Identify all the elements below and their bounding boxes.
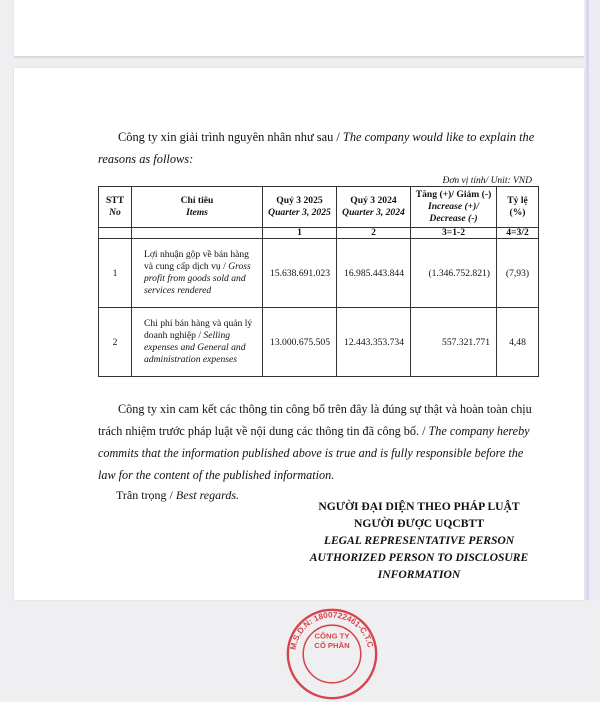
header-q2024-en: Quarter 3, 2024: [342, 207, 405, 218]
rep-line5: INFORMATION: [377, 568, 461, 581]
previous-page: [14, 0, 584, 57]
row-ratio: 4,48: [497, 308, 539, 377]
colnum-cell: [132, 228, 263, 239]
row-change: (1.346.752.821): [411, 239, 497, 308]
table-header-row: [99, 187, 539, 228]
rep-line2: NGƯỜI ĐƯỢC UQCBTT: [354, 517, 484, 530]
header-change-en: Increase (+)/ Decrease (-): [427, 201, 480, 224]
column-number-row: [99, 228, 539, 239]
header-stt-en: No: [109, 207, 121, 218]
seal-inner-text-1: CÔNG TY: [314, 631, 350, 641]
scroll-edge-line: [586, 0, 589, 600]
row-q2025: 13.000.675.505: [263, 308, 337, 377]
commitment-vi: Công ty xin cam kết các thông tin công bố trên đây là đúng sự thật và hoàn toàn chịu trách nhiệm trước pháp luật về nội dung các thông tin đã công bố. /: [98, 402, 532, 438]
intro-vi: Công ty xin giải trình nguyên nhân như sau /: [118, 130, 343, 144]
header-change: [411, 187, 497, 228]
colnum-cell: [99, 228, 132, 239]
unit-label: Đơn vị tính/ Unit: VND: [442, 176, 532, 186]
row-q2025: 15.638.691.023: [263, 239, 337, 308]
colnum-cell: 3=1-2: [411, 228, 497, 239]
seal-ring-text: M.S.D.N: 1800722461-C.T.C: [288, 610, 375, 651]
company-seal: [284, 606, 380, 702]
row-q2024: 12.443.353.734: [337, 308, 411, 377]
colnum-cell: 4=3/2: [497, 228, 539, 239]
header-item-vi: Chỉ tiêu: [180, 195, 214, 206]
seal-inner-text-2: CỔ PHẦN: [314, 641, 350, 651]
row-item-en: Selling expenses and General and administration expenses: [144, 330, 246, 365]
regards-en: Best regards.: [175, 488, 240, 502]
header-q2025: [263, 187, 337, 228]
comparison-table: [98, 186, 539, 377]
table-row: [99, 239, 539, 308]
rep-line3: LEGAL REPRESENTATIVE PERSON: [323, 534, 515, 547]
header-item: [132, 187, 263, 228]
row-change: 557.321.771: [411, 308, 497, 377]
representative-block: [284, 498, 554, 583]
regards: [116, 488, 239, 503]
row-item-en: Gross profit from goods sold and services rendered: [144, 261, 251, 296]
row-stt: 1: [99, 239, 132, 308]
row-item-vi: Chi phí bán hàng và quản lý doanh nghiệp /: [144, 318, 253, 341]
header-change-vi: Tăng (+)/ Giảm (-): [415, 189, 492, 200]
header-stt-vi: STT: [105, 195, 125, 206]
document-page: [14, 68, 584, 651]
row-stt: 2: [99, 308, 132, 377]
seal-outer-ring: [288, 610, 376, 698]
header-ratio-vi: Tỷ lệ: [507, 195, 528, 206]
scroll-edge: [584, 0, 600, 600]
colnum-cell: 1: [263, 228, 337, 239]
colnum-cell: 2: [337, 228, 411, 239]
commitment-en: The company hereby commits that the information published above is true and is fully responsible before the law for the content of the published information.: [98, 424, 530, 482]
commitment-paragraph: [98, 398, 538, 486]
header-q2025-vi: Quý 3 2025: [276, 195, 323, 206]
header-stt: [99, 187, 132, 228]
rep-line4: AUTHORIZED PERSON TO DISCLOSURE: [309, 551, 529, 564]
header-q2024: [337, 187, 411, 228]
row-q2024: 16.985.443.844: [337, 239, 411, 308]
intro-en: The company would like to explain the reasons as follows:: [98, 130, 535, 166]
header-ratio: [497, 187, 539, 228]
row-item-vi: Lợi nhuận gộp về bán hàng và cung cấp dịch vụ /: [144, 249, 249, 272]
row-item: [132, 308, 263, 377]
intro-paragraph: [98, 126, 538, 170]
header-item-en: Items: [186, 207, 208, 218]
rep-line1: NGƯỜI ĐẠI DIỆN THEO PHÁP LUẬT: [318, 500, 520, 513]
table-row: [99, 308, 539, 377]
header-ratio-unit: (%): [509, 207, 526, 218]
regards-vi: Trân trọng /: [116, 488, 176, 502]
row-item: [132, 239, 263, 308]
row-ratio: (7,93): [497, 239, 539, 308]
header-q2025-en: Quarter 3, 2025: [268, 207, 331, 218]
header-q2024-vi: Quý 3 2024: [350, 195, 397, 206]
